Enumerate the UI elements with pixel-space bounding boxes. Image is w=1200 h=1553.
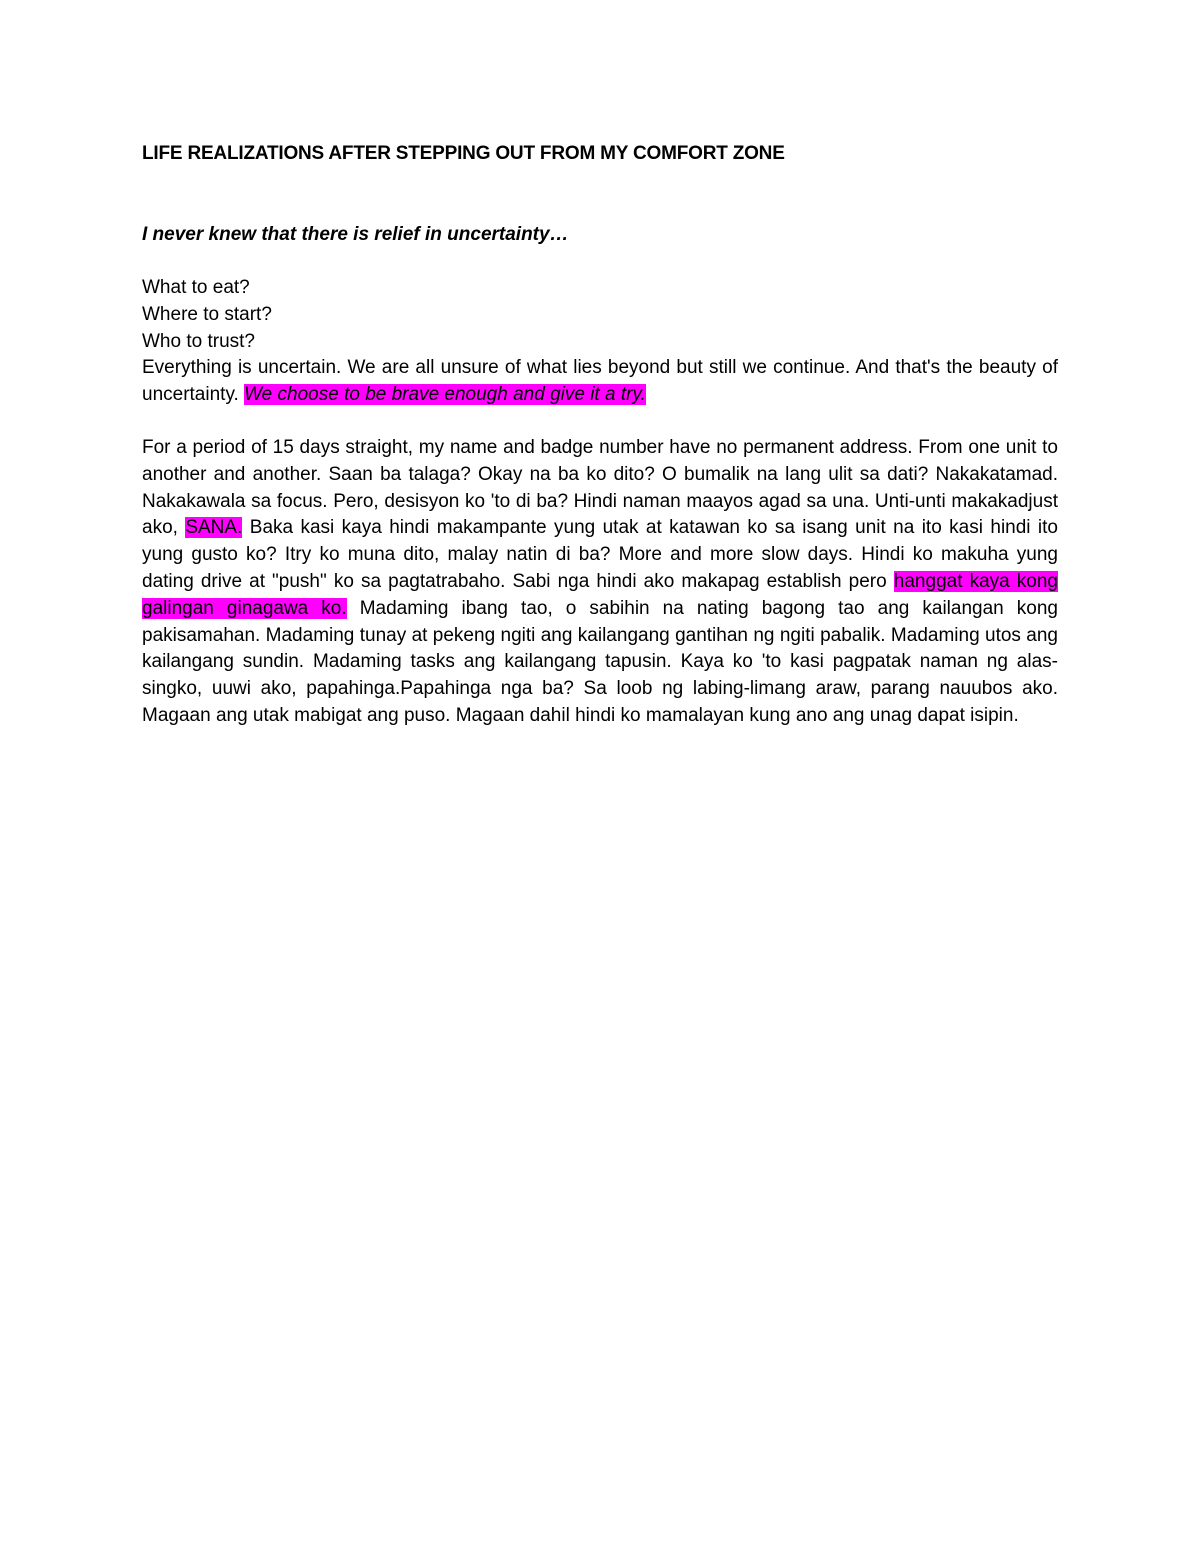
document-subtitle: I never knew that there is relief in uncertainty…: [142, 224, 569, 245]
highlighted-text: We choose to be brave enough and give it a try.: [244, 384, 646, 406]
question-list: [142, 275, 1058, 355]
paragraph-text: Baka kasi kaya hindi makampante yung utak at katawan ko sa isang unit na ito kasi hindi ito yung gusto ko? Itry ko muna dito, malay natin di ba? More and more slow days. Hindi ko makuha yung dating drive at "push" ko sa pagtatrabaho. Sabi nga hindi ako makapag establish pero: [142, 517, 1058, 592]
highlighted-text: hanggat kaya kong galingan ginagawa ko.: [142, 570, 1058, 619]
question-line: What to eat?: [142, 277, 250, 298]
question-line: Who to trust?: [142, 330, 255, 352]
document-title: LIFE REALIZATIONS AFTER STEPPING OUT FROM MY COMFORT ZONE: [142, 143, 785, 164]
question-line: Where to start?: [142, 303, 272, 325]
paragraph-uncertainty: [142, 355, 1058, 409]
paragraph-text: Madaming ibang tao, o sabihin na nating bagong tao ang kailangan kong pakisamahan. Madaming tunay at pekeng ngiti ang kailangang gantihan ng ngiti pabalik. Madaming utos ang kailangang sundin. Madaming tasks ang kailangang tapusin. Kaya ko 'to kasi pagpatak naman ng alas-singko, uuwi ako, papahinga.Papahinga nga ba? Sa loob ng labing-limang araw, parang nauubos ako. Magaan ang utak mabigat ang puso. Magaan dahil hindi ko mamalayan kung ano ang unag dapat isipin.: [142, 597, 1058, 726]
document-body: [142, 141, 1058, 730]
highlighted-text: SANA.: [185, 517, 243, 539]
paragraph-text: For a period of 15 days straight, my name and badge number have no permanent address. From one unit to another and another. Saan ba talaga? Okay na ba ko dito? O bumalik na lang ulit sa dati? Nakakatamad. Nakakawala sa focus. Pero, desisyon ko 'to di ba? Hindi naman maayos agad sa una. Unti-unti makakadjust ako,: [142, 436, 1058, 539]
paragraph-text: Everything is uncertain. We are all unsure of what lies beyond but still we continue. And that's the beauty of uncertainty.: [142, 357, 1058, 406]
paragraph-experience: [142, 435, 1058, 730]
